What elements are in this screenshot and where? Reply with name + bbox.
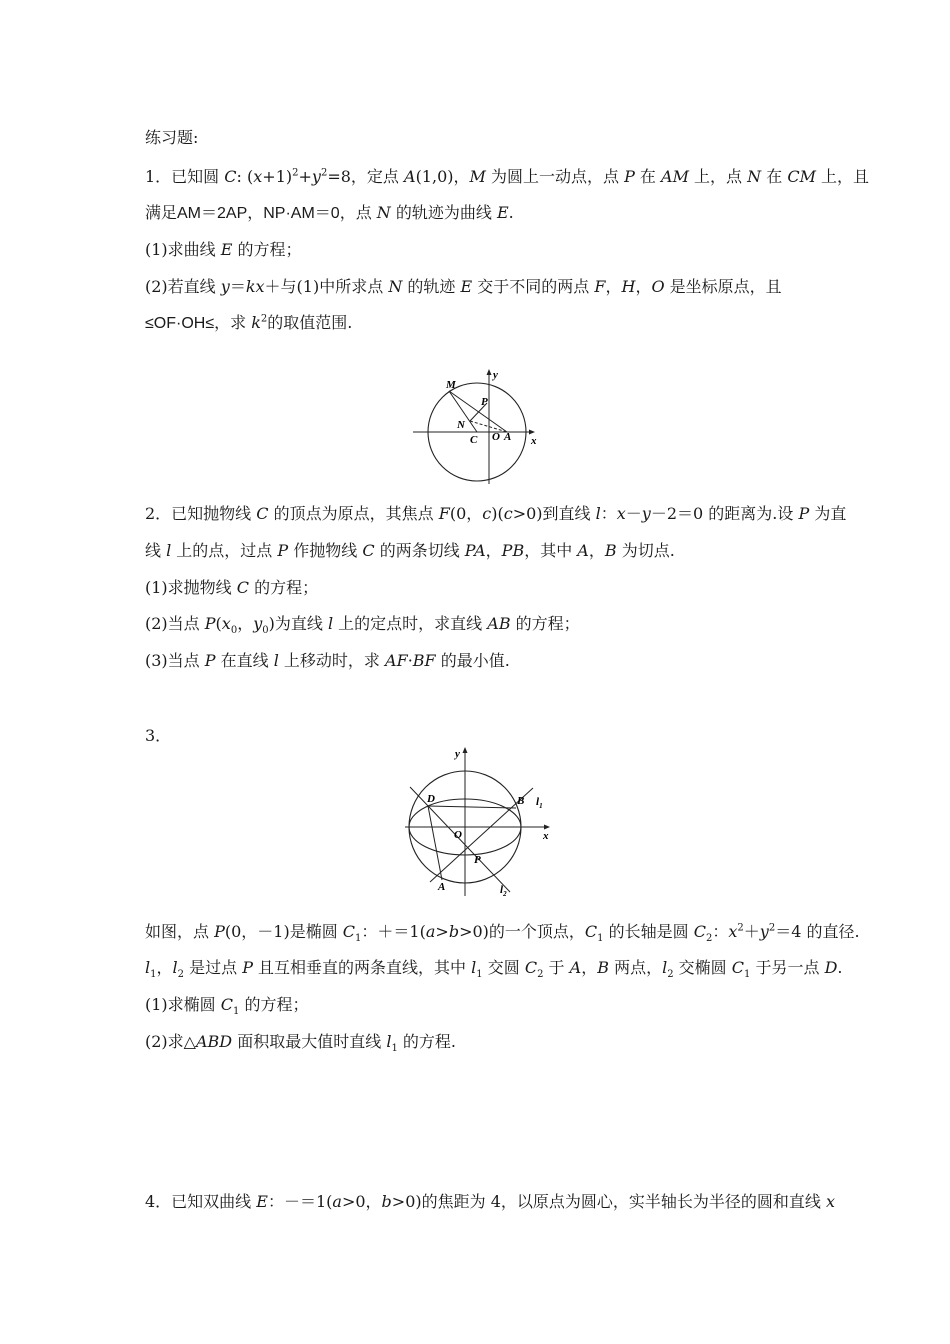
label-x: x — [531, 435, 537, 447]
problem-1-line-4: (2)若直线 y＝kx＋与(1)中所求点 N 的轨迹 E 交于不同的两点 F，H，O 是坐标原点，且 — [145, 277, 782, 296]
label-M: M — [446, 379, 456, 391]
problem-2-line-2: 线 l 上的点，过点 P 作抛物线 C 的两条切线 PA，PB，其中 A，B 为切点. — [145, 541, 675, 560]
problem-3-number: 3． — [145, 726, 172, 745]
label-x: x — [543, 830, 549, 842]
problem-1-line-3: (1)求曲线 E 的方程； — [145, 240, 302, 259]
problem-3-line-2: $l_1$，$l_2$ 是过点 P 且互相垂直的两条直线，其中 $l_1$ 交圆 $C_2$ 于 A，B 两点，$l_2$ 交椭圆 $C_1$ 于另一点 D. — [145, 958, 843, 981]
label-l2: $l_2$ — [500, 884, 507, 898]
label-l1: $l_1$ — [536, 796, 543, 810]
label-C: C — [470, 434, 478, 446]
problem-4-line-1: 4．已知双曲线 E：－＝1(a>0，b>0)的焦距为 4，以原点为圆心，实半轴长为半径的圆和直线 x — [145, 1192, 836, 1211]
label-O: O — [454, 829, 462, 841]
figure-ellipse-circle — [400, 742, 560, 904]
problem-3-line-1: 如图，点 P(0，－1)是椭圆 $C_1$：＋＝1(a>b>0)的一个顶点，$C_1$ 的长轴是圆 $C_2$：$x^2+y^2=4$ 的直径. — [145, 922, 860, 945]
heading: 练习题: — [145, 128, 199, 147]
problem-1-line-2: 满足AM＝2AP，NP·AM＝0，点 N 的轨迹为曲线 E. — [145, 203, 514, 222]
label-A: A — [504, 431, 512, 443]
label-B: B — [517, 795, 525, 807]
problem-1-line-5: ≤OF·OH≤，求 $k^2$的取值范围. — [145, 313, 353, 332]
problem-2-line-3: (1)求抛物线 C 的方程； — [145, 578, 319, 597]
label-D: D — [427, 793, 435, 805]
label-P: P — [474, 854, 481, 866]
problem-2-line-5: (3)当点 P 在直线 l 上移动时，求 AF·BF 的最小值. — [145, 651, 510, 670]
problem-2-line-4: (2)当点 $P(x_0$，$y_0$)为直线 l 上的定点时，求直线 AB 的方程； — [145, 614, 580, 637]
label-O: O — [492, 431, 500, 443]
label-N: N — [457, 419, 465, 431]
label-y: y — [455, 748, 460, 760]
label-P: P — [481, 396, 488, 408]
label-y: y — [493, 369, 498, 381]
problem-2-line-1: 2．已知抛物线 C 的顶点为原点，其焦点 F(0，c)(c>0)到直线 l：x－y－2＝0 的距离为.设 P 为直 — [145, 504, 847, 523]
problem-3-line-3: (1)求椭圆 $C_1$ 的方程； — [145, 995, 309, 1018]
figure-circle-locus — [408, 364, 548, 490]
problem-1-line-1: 1．已知圆 C: $(x+1)^2+y^2=8$，定点 A(1,0)，M 为圆上一动点，点 P 在 AM 上，点 N 在 CM 上，且 — [145, 167, 870, 186]
label-A: A — [438, 881, 446, 893]
problem-3-line-4: (2)求△ABD 面积取最大值时直线 $l_1$ 的方程. — [145, 1032, 456, 1055]
